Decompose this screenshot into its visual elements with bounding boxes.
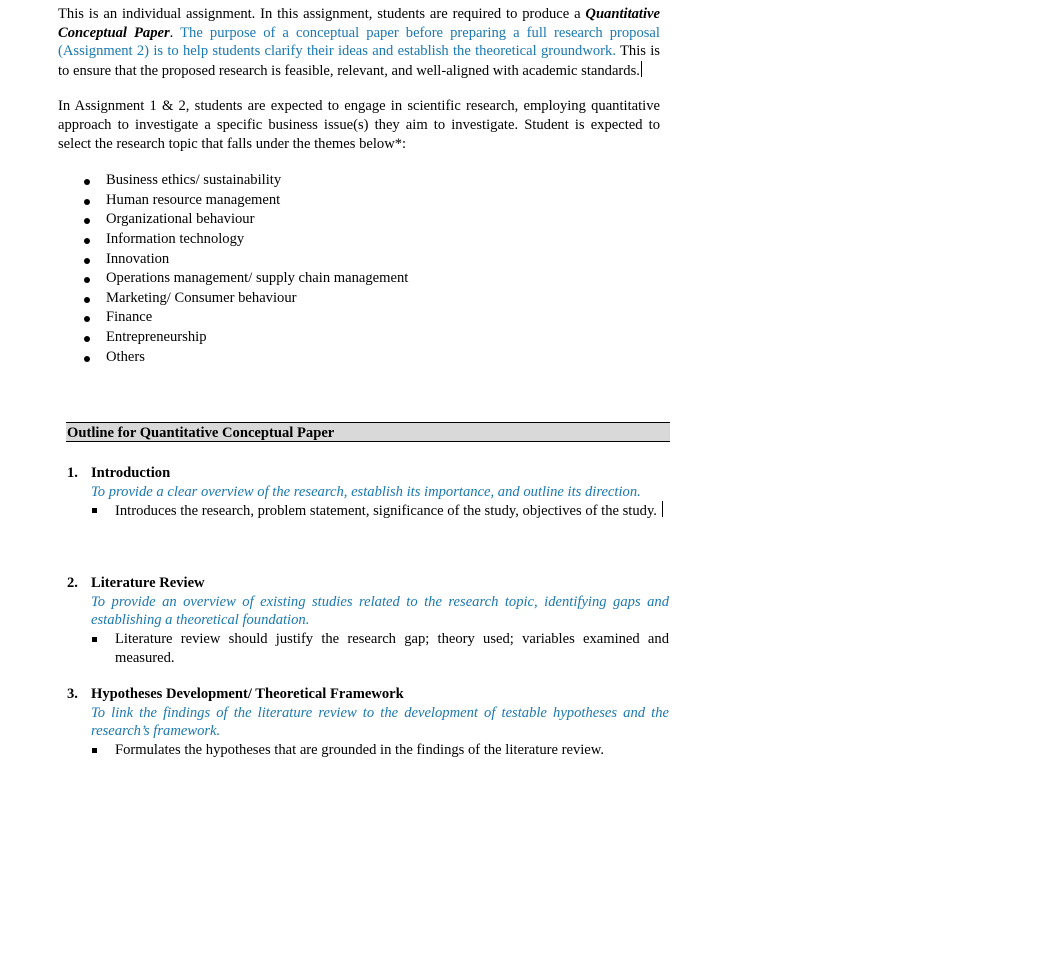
section-number: 2. [67, 575, 78, 591]
square-bullet-icon [92, 508, 97, 513]
paper-type-emphasis: Quantitative Conceptual Paper [58, 6, 660, 41]
theme-label: Organizational behaviour [106, 211, 255, 228]
section-point-text: Formulates the hypotheses that are grounded in the findings of the literature review. [115, 741, 605, 758]
bullet-icon [84, 179, 90, 185]
intro-paragraph [58, 5, 660, 80]
list-item [58, 348, 660, 368]
outline-heading-bar [66, 422, 670, 442]
assignment-paragraph: In Assignment 1 & 2, students are expected to engage in scientific research, employing quantitative approach to investigate a specific business issue(s) they aim to investigate. Student is expected to select the research topic that falls under the themes below*: [58, 98, 660, 152]
section-description: To provide an overview of existing studies related to the research topic, identifying gaps and establishing a theoretical foundation. [91, 593, 669, 629]
theme-label: Marketing/ Consumer behaviour [106, 289, 297, 306]
section-description: To provide a clear overview of the research, establish its importance, and outline its direction. [91, 483, 641, 500]
outline-section-introduction [67, 464, 669, 521]
list-item [58, 328, 660, 348]
square-bullet-icon [92, 748, 97, 753]
themes-list [58, 171, 660, 367]
bullet-icon [84, 336, 90, 342]
theme-label: Innovation [106, 250, 170, 267]
list-item [58, 210, 660, 230]
theme-label: Operations management/ supply chain management [106, 270, 409, 287]
outline-section-hypotheses [67, 685, 669, 760]
theme-label: Others [106, 348, 145, 365]
section-point [115, 630, 669, 668]
section-title: Introduction [91, 465, 171, 481]
list-item [58, 308, 660, 328]
section-title: Hypotheses Development/ Theoretical Framework [91, 686, 404, 702]
text-cursor [641, 61, 642, 77]
intro-text: This is an individual assignment. In this assignment, students are required to produce a [58, 6, 586, 22]
theme-label: Entrepreneurship [106, 328, 207, 345]
section-description: To link the findings of the literature review to the development of testable hypotheses and the research’s framework. [91, 704, 669, 740]
list-item [58, 191, 660, 211]
section-heading [67, 574, 669, 593]
section-number: 3. [67, 686, 78, 702]
section-point-text: Introduces the research, problem statement, significance of the study, objectives of the study. [115, 503, 661, 520]
section-point-text: Literature review should justify the research gap; theory used; variables examined and measured. [115, 630, 669, 666]
section-heading [67, 685, 669, 704]
bullet-icon [84, 238, 90, 244]
purpose-text: The purpose of a conceptual paper before preparing a full research proposal (Assignment 2) is to help students clarify their ideas and establish the theoretical groundwork. [58, 24, 660, 60]
intro-punctuation: . [169, 24, 181, 41]
theme-label: Information technology [106, 230, 245, 247]
bullet-icon [84, 297, 90, 303]
list-item [58, 230, 660, 250]
theme-label: Business ethics/ sustainability [106, 172, 282, 189]
bullet-icon [84, 199, 90, 205]
document-body [58, 5, 660, 367]
section-point [115, 501, 669, 521]
section-number: 1. [67, 465, 78, 481]
square-bullet-icon [92, 637, 97, 642]
outline-section-literature-review [67, 574, 669, 668]
section-heading [67, 464, 669, 483]
bullet-icon [84, 316, 90, 322]
bullet-icon [84, 218, 90, 224]
theme-label: Finance [106, 309, 153, 326]
list-item [58, 250, 660, 270]
outline-title: Outline for Quantitative Conceptual Paper [67, 425, 335, 441]
bullet-icon [84, 258, 90, 264]
theme-label: Human resource management [106, 191, 281, 208]
list-item [58, 289, 660, 309]
text-cursor [662, 501, 663, 517]
intro-text-end: This is to ensure that the proposed research is feasible, relevant, and well-aligned with academic standards. [58, 43, 660, 79]
section-title: Literature Review [91, 575, 205, 591]
list-item [58, 171, 660, 191]
bullet-icon [84, 277, 90, 283]
list-item [58, 269, 660, 289]
bullet-icon [84, 356, 90, 362]
section-point [115, 741, 669, 760]
